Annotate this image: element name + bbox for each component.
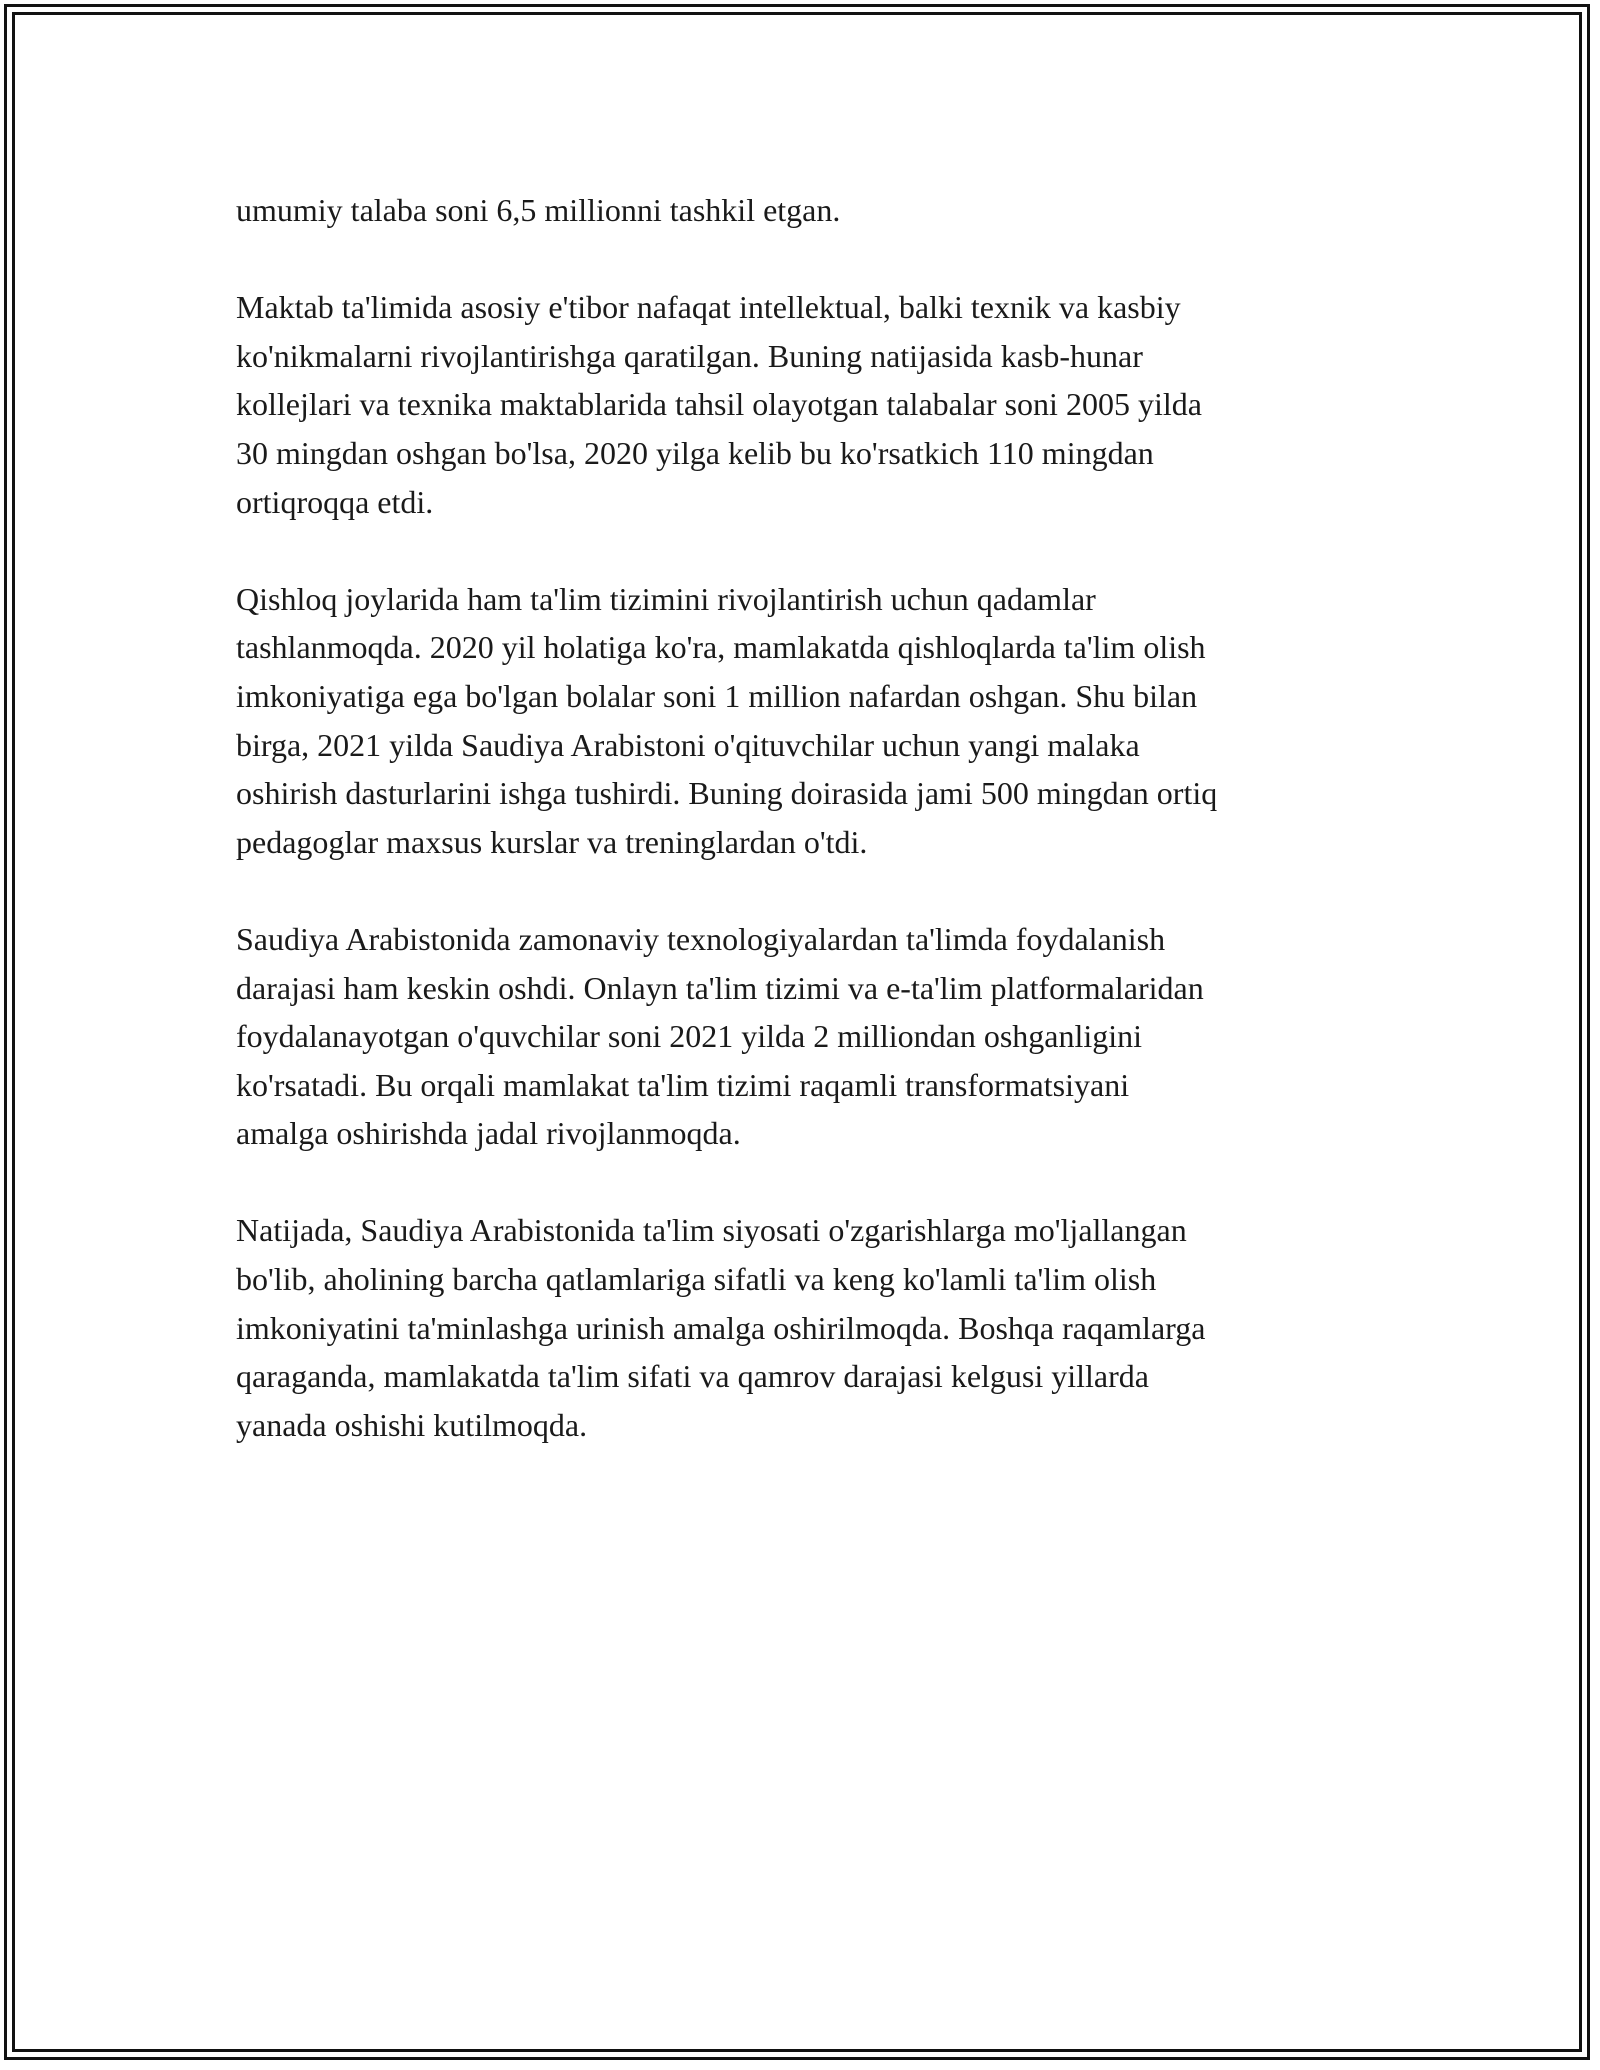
document-body bbox=[236, 186, 1376, 1449]
paragraph-1: umumiy talaba soni 6,5 millionni tashkil etgan. bbox=[236, 192, 841, 228]
paragraph-2: Maktab ta'limida asosiy e'tibor nafaqat intellektual, balki texnik va kasbiy ko'nikmalarni rivojlantirishga qaratilgan. Buning natijasida kasb-hunar kollejlari va texnika maktablarida tahsil olayotgan talabalar soni 2005 yilda 30 mingdan oshgan bo'lsa, 2020 yilga kelib bu ko'rsatkich 110 mingdan ortiqroqqa etdi. bbox=[236, 289, 1202, 520]
paragraph-4: Saudiya Arabistonida zamonaviy texnologiyalardan ta'limda foydalanish darajasi ham keskin oshdi. Onlayn ta'lim tizimi va e-ta'lim platformalaridan foydalanayotgan o'quvchilar soni 2021 yilda 2 milliondan oshganligini ko'rsatadi. Bu orqali mamlakat ta'lim tizimi raqamli transformatsiyani amalga oshirishda jadal rivojlanmoqda. bbox=[236, 920, 1204, 1152]
paragraph-3: Qishloq joylarida ham ta'lim tizimini rivojlantirish uchun qadamlar tashlanmoqda. 2020 yil holatiga ko'ra, mamlakatda qishloqlarda ta'lim olish imkoniyatiga ega bo'lgan bolalar soni 1 million nafardan oshgan. Shu bilan birga, 2021 yilda Saudiya Arabistoni o'qituvchilar uchun yangi malaka oshirish dasturlarini ishga tushirdi. Buning doirasida jami 500 mingdan ortiq pedagoglar maxsus kurslar va treninglardan o'tdi. bbox=[236, 580, 1218, 860]
paragraph-5: Natijada, Saudiya Arabistonida ta'lim siyosati o'zgarishlarga mo'ljallangan bo'lib, aholining barcha qatlamlariga sifatli va keng ko'lamli ta'lim olish imkoniyatini ta'minlashga urinish amalga oshirilmoqda. Boshqa raqamlarga qaraganda, mamlakatda ta'lim sifati va qamrov darajasi kelgusi yillarda yanada oshishi kutilmoqda. bbox=[236, 1212, 1206, 1443]
